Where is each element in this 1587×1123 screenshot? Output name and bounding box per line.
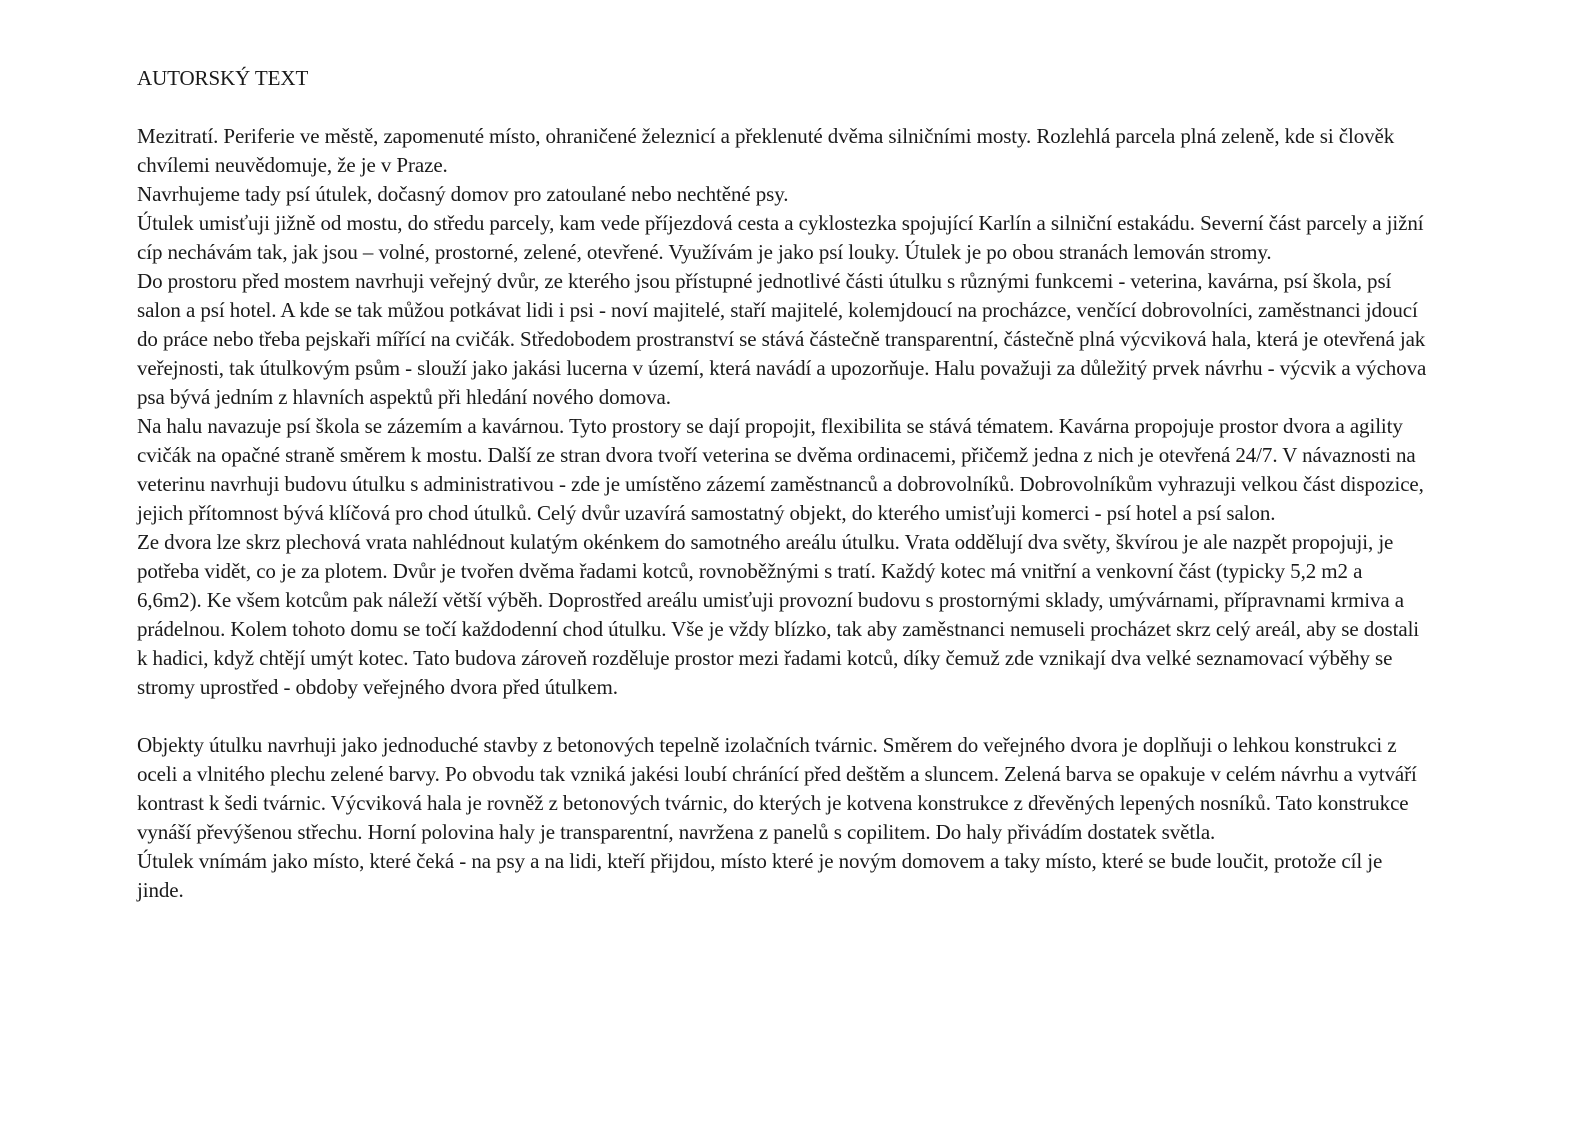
- paragraph-5: Na halu navazuje psí škola se zázemím a kavárnou. Tyto prostory se dají propojit, flexibilita se stává tématem. Kavárna propojuje prostor dvora a agility cvičák na opačné straně směrem k mostu. Další ze stran dvora tvoří veterina se dvěma ordinacemi, přičemž jedna z nich je otevřená 24/7. V návaznosti na veterinu navrhuji budovu útulku s administrativou - zde je umístěno zázemí zaměstnanců a dobrovolníků. Dobrovolníkům vyhrazuji velkou část dispozice, jejich přítomnost bývá klíčová pro chod útulků. Celý dvůr uzavírá samostatný objekt, do kterého umisťuji komerci - psí hotel a psí salon.: [137, 414, 1424, 525]
- paragraph-4: Do prostoru před mostem navrhuji veřejný dvůr, ze kterého jsou přístupné jednotlivé části útulku s různými funkcemi - veterina, kavárna, psí škola, psí salon a psí hotel. A kde se tak můžou potkávat lidi i psi - noví majitelé, staří majitelé, kolemjdoucí na procházce, venčící dobrovolníci, zaměstnanci jdoucí do práce nebo třeba pejskaři mířící na cvičák. Středobodem prostranství se stává částečně transparentní, částečně plná výcviková hala, která je otevřená jak veřejnosti, tak útulkovým psům - slouží jako jakási lucerna v území, která navádí a upozorňuje. Halu považuji za důležitý prvek návrhu - výcvik a výchova psa bývá jedním z hlavních aspektů při hledání nového domova.: [137, 269, 1427, 409]
- paragraph-2: Navrhujeme tady psí útulek, dočasný domov pro zatoulané nebo nechtěné psy.: [137, 182, 789, 206]
- paragraph-7: Objekty útulku navrhuji jako jednoduché stavby z betonových tepelně izolačních tvárnic. Směrem do veřejného dvora je doplňuji o lehkou konstrukci z oceli a vlnitého plechu zelené barvy. Po obvodu tak vzniká jakési loubí chránící před deštěm a sluncem. Zelená barva se opakuje v celém návrhu a vytváří kontrast k šedi tvárnic. Výcviková hala je rovněž z betonových tvárnic, do kterých je kotvena konstrukce z dřevěných lepených nosníků. Tato konstrukce vynáší převýšenou střechu. Horní polovina haly je transparentní, navržena z panelů s copilitem. Do haly přivádím dostatek světla.: [137, 733, 1417, 844]
- paragraph-3: Útulek umisťuji jižně od mostu, do středu parcely, kam vede příjezdová cesta a cyklostezka spojující Karlín a silniční estakádu. Severní část parcely a jižní cíp nechávám tak, jak jsou – volné, prostorné, zelené, otevřené. Využívám je jako psí louky. Útulek je po obou stranách lemován stromy.: [137, 211, 1424, 264]
- document-title: AUTORSKÝ TEXT: [137, 66, 309, 90]
- paragraph-1: Mezitratí. Periferie ve městě, zapomenuté místo, ohraničené železnicí a překlenuté dvěma silničními mosty. Rozlehlá parcela plná zeleně, kde si člověk chvílemi neuvědomuje, že je v Praze.: [137, 124, 1395, 177]
- paragraph-6: Ze dvora lze skrz plechová vrata nahlédnout kulatým okénkem do samotného areálu útulku. Vrata oddělují dva světy, škvírou je ale nazpět propojuji, je potřeba vidět, co je za plotem. Dvůr je tvořen dvěma řadami kotců, rovnoběžnými s tratí. Každý kotec má vnitřní a venkovní část (typicky 5,2 m2 a 6,6m2). Ke všem kotcům pak náleží větší výběh. Doprostřed areálu umisťuji provozní budovu s prostornými sklady, umývárnami, přípravnami krmiva a prádelnou. Kolem tohoto domu se točí každodenní chod útulku. Vše je vždy blízko, tak aby zaměstnanci nemuseli procházet skrz celý areál, aby se dostali k hadici, když chtějí umýt kotec. Tato budova zároveň rozděluje prostor mezi řadami kotců, díky čemuž zde vznikají dva velké seznamovací výběhy se stromy uprostřed - obdoby veřejného dvora před útulkem.: [137, 530, 1420, 699]
- paragraph-8: Útulek vnímám jako místo, které čeká - na psy a na lidi, kteří přijdou, místo které je novým domovem a taky místo, které se bude loučit, protože cíl je jinde.: [137, 849, 1383, 902]
- paragraph-gap: [137, 702, 1427, 731]
- document-body: [137, 64, 1427, 905]
